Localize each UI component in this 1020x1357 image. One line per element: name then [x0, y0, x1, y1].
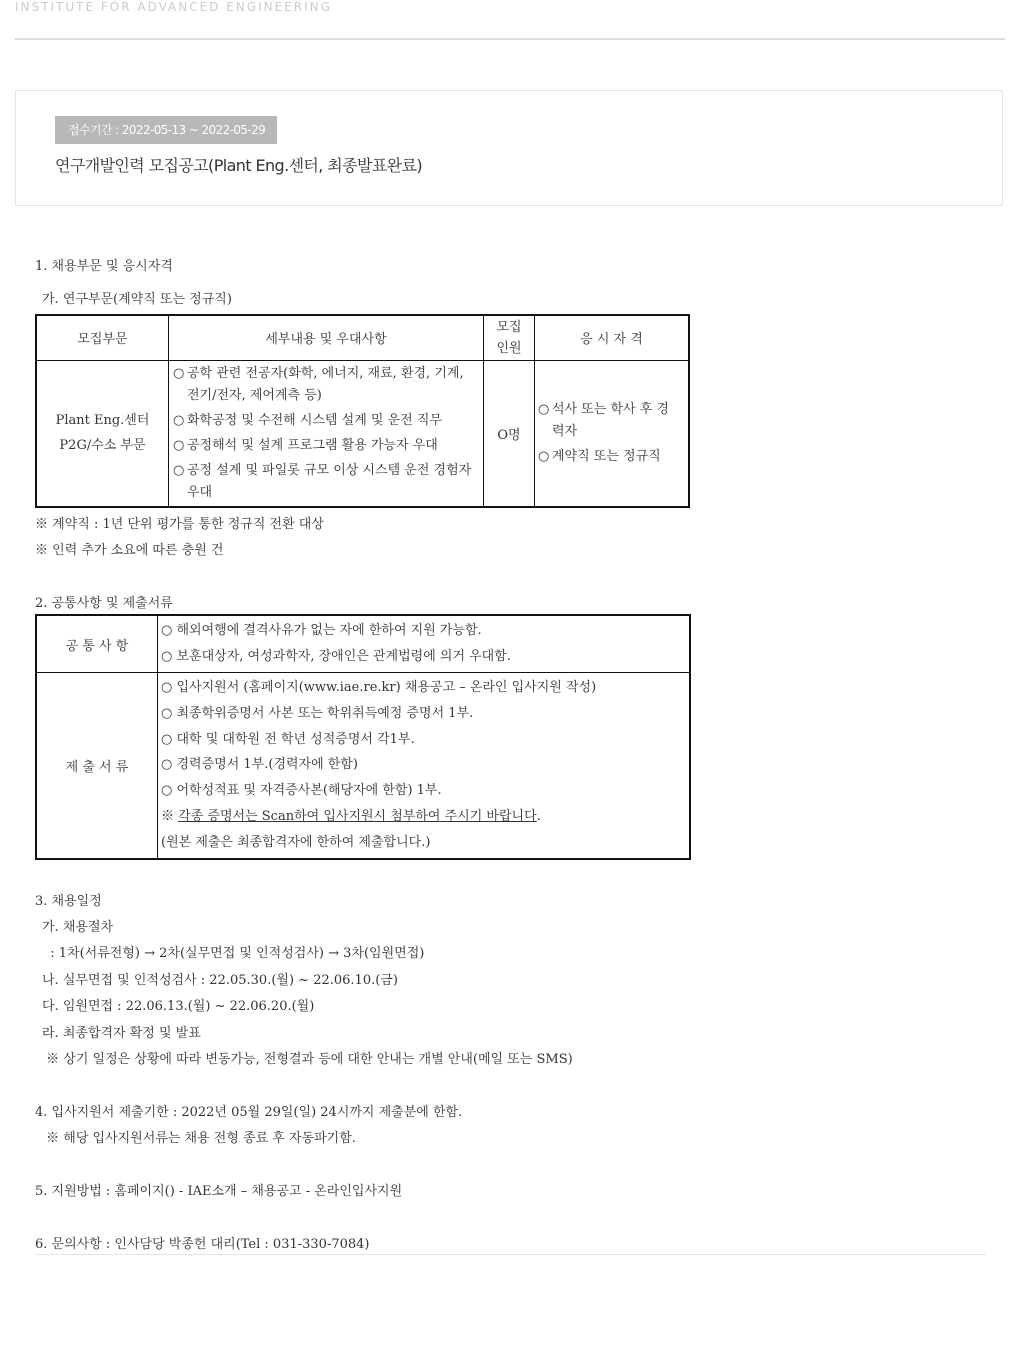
- dept-name: Plant Eng.센터: [55, 413, 150, 428]
- circle-bullet-icon: ○: [173, 412, 185, 428]
- scan-note-link[interactable]: 각종 증명서는 Scan하여 입사지원시 첨부하여 주시기 바랍니다: [178, 808, 537, 824]
- document-item: ○ 경력증명서 1부.(경력자에 한함): [161, 757, 358, 773]
- details-cell: [169, 360, 484, 507]
- circle-bullet-icon: ○: [161, 757, 173, 773]
- col-header-count-line1: 모집: [496, 319, 522, 335]
- circle-bullet-icon: ○: [161, 705, 173, 721]
- section-6-contact: 6. 문의사항 : 인사담당 박종헌 대리(Tel : 031-330-7084): [35, 1237, 370, 1252]
- original-note: (원본 제출은 최종합격자에 한하여 제출합니다.): [161, 834, 431, 850]
- detail-item: ○ 공정해석 및 설계 프로그램 활용 가능자 우대: [173, 435, 477, 457]
- document-item: ○ 어학성적표 및 자격증사본(해당자에 한함) 1부.: [161, 783, 442, 799]
- qualification-item: ○ 석사 또는 학사 후 경력자: [538, 399, 674, 443]
- count-cell: O명: [484, 360, 535, 507]
- detail-item: ○ 공정 설계 및 파일롯 규모 이상 시스템 운전 경험자 우대: [173, 460, 477, 504]
- content-bottom-divider: [35, 1254, 986, 1255]
- notice-header-box: [15, 90, 1003, 206]
- circle-bullet-icon: ○: [161, 783, 173, 799]
- document-item: ○ 대학 및 대학원 전 학년 성적증명서 각1부.: [161, 731, 415, 747]
- contract-note: ※ 계약직 : 1년 단위 평가를 통한 정규직 전환 대상: [35, 517, 324, 532]
- additional-note: ※ 인력 추가 소요에 따른 충원 건: [35, 543, 224, 558]
- qualifications-cell: [535, 360, 690, 507]
- schedule-final: 라. 최종합격자 확정 및 발표: [42, 1026, 201, 1041]
- circle-bullet-icon: ○: [538, 401, 550, 417]
- documents-label: 제 출 서 류: [36, 673, 158, 859]
- col-header-count: [484, 315, 535, 360]
- section-2-heading: 2. 공통사항 및 제출서류: [35, 596, 173, 611]
- circle-bullet-icon: ○: [538, 448, 550, 464]
- schedule-executive-interview: 다. 임원면접 : 22.06.13.(월) ~ 22.06.20.(월): [42, 999, 315, 1014]
- section-4-note: ※ 해당 입사지원서류는 채용 전형 종료 후 자동파기함.: [42, 1131, 356, 1146]
- section-1-sub: 가. 연구부문(계약직 또는 정규직): [42, 292, 232, 307]
- common-cell: [158, 615, 691, 673]
- section-4-heading: 4. 입사지원서 제출기한 : 2022년 05월 29일(일) 24시까지 제출분에 한함.: [35, 1105, 463, 1120]
- col-header-count-line2: 인원: [496, 340, 522, 356]
- detail-item: ○ 공학 관련 전공자(화학, 에너지, 재료, 환경, 기계, 전기/전자, 제어계측 등): [173, 363, 477, 407]
- institute-brand: INSTITUTE FOR ADVANCED ENGINEERING: [15, 0, 332, 14]
- document-item: ○ 입사지원서 (홈페이지(www.iae.re.kr) 채용공고 – 온라인 입사지원 작성): [161, 680, 597, 695]
- documents-cell: [158, 673, 691, 859]
- circle-bullet-icon: ○: [173, 437, 185, 453]
- schedule-process-detail: : 1차(서류전형) → 2차(실무면접 및 인적성검사) → 3차(임원면접): [42, 946, 425, 961]
- application-period-badge: 접수기간 : 2022-05-13 ~ 2022-05-29: [55, 116, 277, 144]
- recruitment-table: [35, 314, 690, 508]
- circle-bullet-icon: ○: [161, 623, 173, 638]
- col-header-qualifications: 응 시 자 격: [535, 315, 690, 360]
- section-3-heading: 3. 채용일정: [35, 894, 102, 909]
- page-title: 연구개발인력 모집공고(Plant Eng.센터, 최종발표완료): [55, 156, 423, 175]
- common-item: ○ 해외여행에 결격사유가 없는 자에 한하여 지원 가능함.: [161, 623, 482, 638]
- circle-bullet-icon: ○: [173, 365, 185, 381]
- col-header-dept: 모집부문: [36, 315, 169, 360]
- circle-bullet-icon: ○: [173, 462, 185, 478]
- schedule-note: ※ 상기 일정은 상황에 따라 변동가능, 전형결과 등에 대한 안내는 개별 안내(메일 또는 SMS): [42, 1052, 573, 1067]
- circle-bullet-icon: ○: [161, 649, 173, 664]
- dept-division: P2G/수소 부문: [59, 438, 146, 453]
- section-5-apply-method: 5. 지원방법 : 홈페이지() - IAE소개 – 채용공고 - 온라인입사지원: [35, 1184, 403, 1199]
- circle-bullet-icon: ○: [161, 680, 173, 695]
- schedule-interview: 나. 실무면접 및 인적성검사 : 22.05.30.(월) ~ 22.06.10.(금): [42, 973, 398, 988]
- scan-note: ※ 각종 증명서는 Scan하여 입사지원시 첨부하여 주시기 바랍니다.: [161, 808, 541, 824]
- col-header-details: 세부내용 및 우대사항: [169, 315, 484, 360]
- qualification-item: ○ 계약직 또는 정규직: [538, 446, 674, 468]
- section-1-heading: 1. 채용부문 및 응시자격: [35, 259, 173, 274]
- detail-item: ○ 화학공정 및 수전해 시스템 설계 및 운전 직무: [173, 410, 477, 432]
- documents-table: [35, 614, 691, 860]
- document-item: ○ 최종학위증명서 사본 또는 학위취득예정 증명서 1부.: [161, 705, 474, 721]
- dept-cell: [36, 360, 169, 507]
- header-divider: [15, 38, 1005, 40]
- common-label: 공 통 사 항: [36, 615, 158, 673]
- schedule-process: 가. 채용절차: [42, 920, 114, 935]
- circle-bullet-icon: ○: [161, 731, 173, 747]
- common-item: ○ 보훈대상자, 여성과학자, 장애인은 관계법령에 의거 우대함.: [161, 649, 511, 664]
